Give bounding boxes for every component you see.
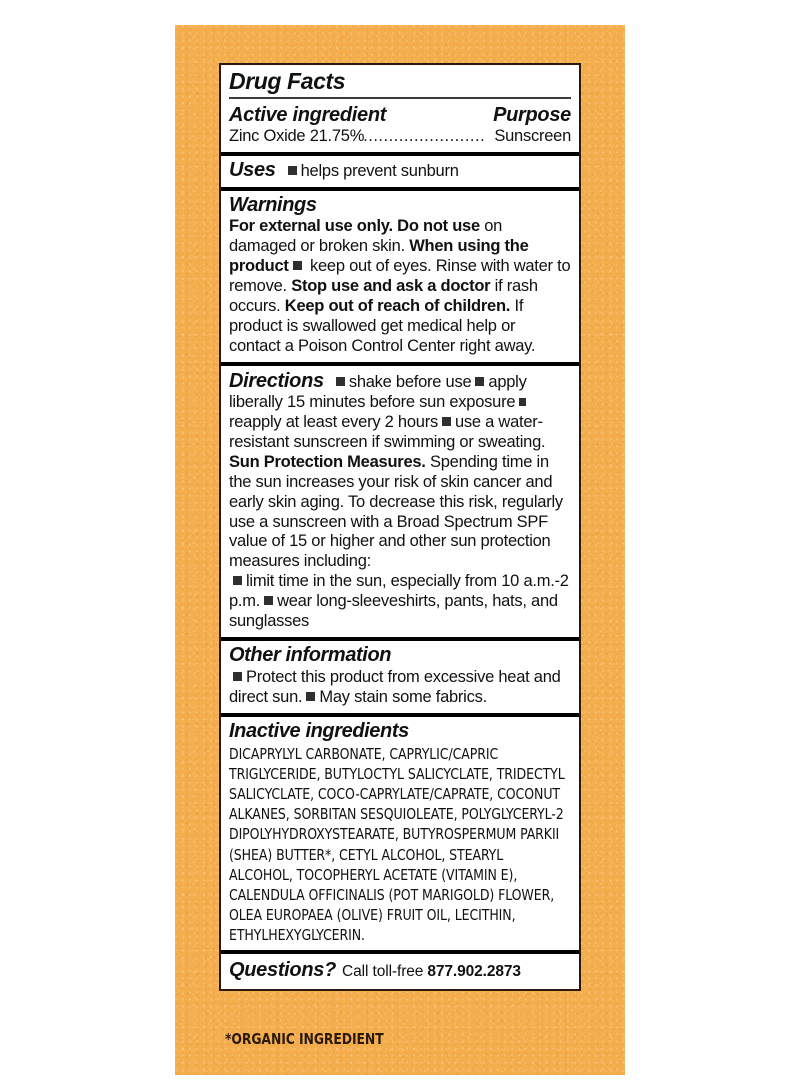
leader-dots: ........................ xyxy=(363,126,486,145)
inactive-ingredients-heading: Inactive ingredients xyxy=(229,719,409,742)
warnings-text-4: If product is swallowed get medical help or contact a Poison Control Center right away. xyxy=(229,296,536,355)
square-bullet-icon xyxy=(442,417,451,426)
square-bullet-icon xyxy=(293,261,302,270)
warnings-bold-stop-use: Stop use and ask a doctor xyxy=(291,276,491,295)
uses-section xyxy=(221,152,579,187)
organic-ingredient-footnote: *ORGANIC INGREDIENT xyxy=(225,1030,384,1048)
uses-row xyxy=(229,159,571,182)
questions-phone-number: 877.902.2873 xyxy=(427,963,521,981)
uses-heading: Uses xyxy=(229,158,276,181)
warnings-bold-keep-out: Keep out of reach of children. xyxy=(284,296,511,315)
sun-protection-measures-bold: Sun Protection Measures. xyxy=(229,452,426,471)
questions-section xyxy=(221,950,579,989)
directions-body xyxy=(229,369,571,633)
package-orange-panel xyxy=(175,25,625,1075)
purpose-heading: Purpose xyxy=(493,103,571,126)
directions-section xyxy=(221,362,579,638)
warnings-bold-external-use: For external use only. Do not use xyxy=(229,216,480,235)
warnings-text-2: keep out of eyes. Rinse with water to remove. xyxy=(229,256,571,295)
active-ingredient-heading: Active ingredient xyxy=(229,103,387,126)
drug-facts-box xyxy=(219,63,581,991)
active-ingredient-name: Zinc Oxide 21.75% xyxy=(229,126,365,145)
square-bullet-icon xyxy=(336,377,345,386)
other-information-item-2: May stain some fabrics. xyxy=(319,687,487,706)
square-bullet-icon xyxy=(288,166,297,175)
questions-row xyxy=(229,958,571,983)
square-bullet-icon xyxy=(475,377,484,386)
directions-item-5: limit time in the sun, especially from 10 a.m.-2 p.m. xyxy=(229,572,569,611)
directions-item-2: apply liberally 15 minutes before sun exposure xyxy=(229,372,527,411)
directions-item-4: use a water-resistant sunscreen if swimming or sweating. xyxy=(229,412,546,451)
warnings-section xyxy=(221,187,579,362)
questions-text: Call toll-free xyxy=(342,963,424,981)
active-ingredient-heading-row xyxy=(229,103,571,127)
other-information-heading: Other information xyxy=(229,644,392,667)
square-bullet-icon xyxy=(519,398,526,406)
square-bullet-icon xyxy=(233,576,242,585)
uses-item: helps prevent sunburn xyxy=(300,161,459,180)
inactive-ingredients-text: DICAPRYLYL CARBONATE, CAPRYLIC/CAPRIC TRIGLYCERIDE, BUTYLOCTYL SALICYCLATE, TRIDECTYL SALICYCLATE, COCO-CAPRYLATE/CAPRATE, COCONUT ALKANES, SORBITAN SESQUIOLEATE, POLYGLYCERYL-2 DIPOLYHYDROXYSTEARATE, BUTYROSPERMUM PARKII (SHEA) BUTTER*, CETYL ALCOHOL, STEARYL ALCOHOL, TOCOPHERYL ACETATE (VITAMIN E), CALENDULA OFFICINALIS (POT MARIGOLD) FLOWER, OLEA EUROPAEA (OLIVE) FRUIT OIL, LECITHIN, ETHYLHEXYGLYCERIN. xyxy=(229,744,565,945)
other-information-item-1: Protect this product from excessive heat and direct sun. xyxy=(229,667,561,706)
other-information-section xyxy=(221,637,579,712)
square-bullet-icon xyxy=(306,692,315,701)
directions-item-1: shake before use xyxy=(348,372,472,391)
square-bullet-icon xyxy=(233,672,242,681)
directions-item-6: wear long-sleeveshirts, pants, hats, and sunglasses xyxy=(229,592,558,631)
warnings-bold-when-using: When using the product xyxy=(229,236,529,275)
page-title: Drug Facts xyxy=(229,68,346,94)
active-ingredient-row xyxy=(229,127,571,147)
warnings-heading: Warnings xyxy=(229,193,317,216)
inactive-ingredients-section xyxy=(221,713,579,951)
warnings-body xyxy=(229,217,571,357)
other-information-body xyxy=(229,668,571,708)
directions-heading: Directions xyxy=(229,369,324,392)
active-ingredient-purpose: Sunscreen xyxy=(494,126,571,145)
warnings-text-1: on damaged or broken skin. xyxy=(229,216,503,255)
sun-protection-measures-text: Spending time in the sun increases your risk of skin cancer and early skin aging. To decrease this risk, regularly use a sunscreen with a Broad Spectrum SPF value of 15 or higher and other sun protection measures including: xyxy=(229,452,563,571)
active-ingredient-section xyxy=(221,99,579,152)
directions-item-3: reapply at least every 2 hours xyxy=(229,412,438,431)
warnings-text-3: if rash occurs. xyxy=(229,276,538,315)
drug-facts-title-section xyxy=(221,65,579,95)
square-bullet-icon xyxy=(264,596,273,605)
questions-heading: Questions? xyxy=(229,959,337,982)
